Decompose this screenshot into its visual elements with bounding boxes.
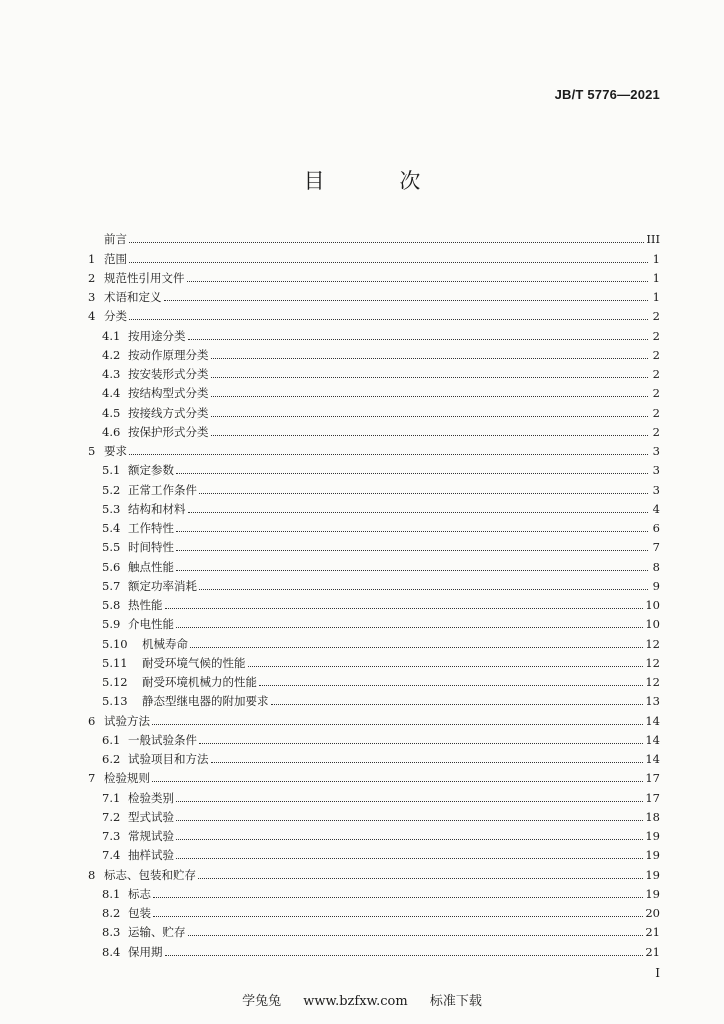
toc-entry[interactable]	[88, 785, 660, 804]
toc-entry[interactable]	[88, 516, 660, 535]
toc-entry-number: 4.2	[102, 347, 121, 362]
toc-entry-page: 17	[645, 771, 660, 786]
toc-entry[interactable]	[88, 246, 660, 265]
toc-entry-leader	[211, 435, 649, 436]
toc-entry-leader	[176, 839, 643, 840]
toc-entry-leader	[190, 647, 643, 648]
toc-entry-number: 3	[88, 290, 96, 304]
toc-list	[88, 227, 660, 959]
toc-entry[interactable]	[88, 593, 660, 612]
toc-entry[interactable]	[88, 805, 660, 824]
toc-entry[interactable]	[88, 400, 660, 419]
toc-entry-leader	[129, 242, 644, 243]
toc-entry-number: 4	[88, 309, 96, 324]
toc-entry[interactable]	[88, 843, 660, 862]
toc-entry-leader	[187, 281, 649, 282]
toc-entry-label: 运输、贮存	[128, 925, 186, 940]
toc-entry-leader	[211, 762, 644, 763]
toc-entry-number: 2	[88, 270, 96, 285]
toc-entry-label: 型式试验	[128, 809, 174, 824]
toc-entry-leader	[176, 531, 648, 532]
toc-entry-label: 耐受环境气候的性能	[142, 655, 246, 670]
toc-entry-leader	[165, 608, 644, 609]
toc-entry-label: 机械寿命	[142, 636, 188, 651]
toc-entry-number: 5.1	[102, 463, 121, 478]
toc-entry-label: 结构和材料	[128, 501, 186, 516]
toc-entry[interactable]	[88, 824, 660, 843]
toc-entry-leader	[259, 685, 643, 686]
toc-entry-leader	[152, 724, 643, 725]
toc-entry-label: 热性能	[128, 598, 163, 612]
toc-entry-page: 21	[645, 944, 660, 959]
toc-entry-leader	[176, 801, 643, 802]
toc-entry-page: 19	[645, 886, 660, 901]
toc-entry-page: 12	[645, 636, 660, 651]
toc-entry-page: 8	[652, 559, 660, 574]
toc-entry-page: 2	[652, 328, 660, 343]
toc-entry-number: 4.3	[102, 367, 121, 381]
toc-entry[interactable]	[88, 285, 660, 304]
toc-entry-label: 静态型继电器的附加要求	[142, 694, 269, 709]
toc-entry-leader	[211, 358, 649, 359]
toc-entry[interactable]	[88, 420, 660, 439]
toc-entry-leader	[211, 377, 649, 378]
toc-entry[interactable]	[88, 266, 660, 285]
toc-entry-number: 8.1	[102, 886, 121, 901]
toc-entry-label: 耐受环境机械力的性能	[142, 675, 257, 689]
toc-entry-label: 时间特性	[128, 540, 174, 555]
page-number: I	[655, 966, 660, 980]
toc-entry-number: 5.9	[102, 617, 121, 632]
toc-entry-leader	[176, 550, 648, 551]
toc-entry-leader	[271, 704, 644, 705]
toc-entry[interactable]	[88, 612, 660, 631]
toc-entry[interactable]	[88, 901, 660, 920]
toc-entry-number: 5.13	[102, 694, 128, 709]
toc-entry-leader	[153, 916, 643, 917]
toc-entry-label: 按用途分类	[128, 328, 186, 343]
footer-site-name: 学兔兔	[242, 994, 282, 1009]
toc-entry-label: 按动作原理分类	[128, 347, 209, 362]
toc-entry-label: 包装	[128, 906, 151, 920]
toc-entry-label: 按安装形式分类	[128, 367, 209, 381]
toc-entry-page: 2	[652, 386, 660, 401]
toc-entry-leader	[176, 858, 643, 859]
toc-entry-label: 检验规则	[104, 771, 150, 786]
toc-entry-leader	[176, 820, 643, 821]
toc-entry-label: 工作特性	[128, 521, 174, 535]
toc-entry-number: 5.7	[102, 578, 121, 593]
toc-entry[interactable]	[88, 766, 660, 785]
toc-entry-page: 3	[652, 444, 660, 458]
toc-entry-label: 常规试验	[128, 829, 174, 843]
toc-entry-page: 6	[652, 521, 660, 535]
toc-entry-number: 4.1	[102, 328, 121, 343]
toc-entry-page: 10	[645, 617, 660, 632]
toc-entry-leader	[176, 570, 648, 571]
toc-entry-number: 7	[88, 771, 96, 786]
toc-entry[interactable]	[88, 728, 660, 747]
toc-entry[interactable]	[88, 458, 660, 477]
toc-entry[interactable]	[88, 362, 660, 381]
toc-entry-page: 9	[652, 578, 660, 593]
toc-entry-label: 分类	[104, 309, 127, 324]
toc-entry[interactable]	[88, 497, 660, 516]
toc-entry-leader	[211, 416, 649, 417]
toc-entry-number: 5.5	[102, 540, 121, 555]
toc-entry-page: 13	[645, 694, 660, 709]
toc-entry-label: 按结构型式分类	[128, 386, 209, 401]
toc-entry[interactable]	[88, 882, 660, 901]
toc-entry-leader	[176, 473, 648, 474]
toc-entry-label: 触点性能	[128, 559, 174, 574]
toc-entry[interactable]	[88, 477, 660, 496]
toc-entry-number: 1	[88, 251, 96, 266]
toc-entry-number: 5.11	[102, 655, 128, 670]
toc-entry-number: 7.2	[102, 809, 121, 824]
toc-entry-page: 18	[645, 809, 660, 824]
toc-entry-label: 额定功率消耗	[128, 578, 197, 593]
toc-entry-page: 2	[652, 367, 660, 381]
toc-entry-leader	[129, 454, 648, 455]
toc-entry-page: 19	[645, 867, 660, 882]
toc-entry-label: 试验方法	[104, 713, 150, 728]
toc-entry-page: 19	[645, 829, 660, 843]
toc-entry-page: 14	[645, 752, 660, 766]
toc-entry-label: 规范性引用文件	[104, 270, 185, 285]
toc-entry-number: 5.3	[102, 501, 121, 516]
footer-site-url[interactable]: www.bzfxw.com	[303, 994, 408, 1009]
toc-entry[interactable]	[88, 574, 660, 593]
toc-entry-leader	[199, 589, 648, 590]
toc-entry-label: 检验类别	[128, 790, 174, 805]
toc-entry-leader	[188, 512, 649, 513]
toc-entry-leader	[198, 878, 643, 879]
toc-entry-number: 5.4	[102, 521, 121, 535]
toc-entry[interactable]	[88, 708, 660, 727]
toc-entry[interactable]	[88, 323, 660, 342]
toc-entry-number: 7.1	[102, 790, 121, 805]
toc-entry-number: 8.2	[102, 906, 121, 920]
toc-entry-label: 要求	[104, 444, 127, 458]
toc-entry-number: 5.2	[102, 482, 121, 497]
toc-entry-number: 5.6	[102, 559, 121, 574]
toc-entry-number: 7.4	[102, 848, 121, 863]
toc-entry-number: 6	[88, 713, 96, 728]
toc-entry-leader	[211, 396, 649, 397]
footer-watermark	[0, 990, 724, 1009]
toc-entry-number: 8.4	[102, 944, 121, 959]
toc-entry[interactable]	[88, 939, 660, 958]
toc-entry-page: 14	[645, 713, 660, 728]
toc-entry-label: 按接线方式分类	[128, 405, 209, 420]
toc-entry-page: 2	[652, 424, 660, 439]
toc-entry-leader	[188, 935, 644, 936]
toc-entry-label: 抽样试验	[128, 848, 174, 863]
toc-entry-page: 17	[645, 790, 660, 805]
toc-entry-page: 19	[645, 848, 660, 863]
toc-entry-label: 试验项目和方法	[128, 752, 209, 766]
toc-entry[interactable]	[88, 689, 660, 708]
toc-entry-page: III	[646, 232, 660, 247]
toc-entry-leader	[199, 493, 648, 494]
toc-entry-page: 2	[652, 405, 660, 420]
toc-entry-leader	[248, 666, 644, 667]
toc-entry-label: 保用期	[128, 944, 163, 959]
toc-entry-page: 1	[652, 251, 660, 266]
toc-entry[interactable]	[88, 651, 660, 670]
toc-entry-label: 术语和定义	[104, 290, 162, 304]
toc-entry-label: 正常工作条件	[128, 482, 197, 497]
toc-entry-label: 按保护形式分类	[128, 424, 209, 439]
standard-code: JB/T 5776—2021	[554, 87, 660, 102]
toc-entry[interactable]	[88, 747, 660, 766]
toc-entry-page: 12	[645, 675, 660, 689]
toc-entry-page: 2	[652, 309, 660, 324]
toc-entry-leader	[199, 743, 643, 744]
toc-entry-label: 标志	[128, 886, 151, 901]
toc-entry-page: 21	[645, 925, 660, 940]
toc-entry-leader	[153, 897, 643, 898]
toc-entry-leader	[129, 319, 648, 320]
toc-entry[interactable]	[88, 439, 660, 458]
toc-entry-label: 介电性能	[128, 617, 174, 632]
toc-entry-number: 6.1	[102, 732, 121, 747]
toc-entry-number: 4.4	[102, 386, 121, 401]
toc-entry-page: 3	[652, 482, 660, 497]
toc-entry-number: 5	[88, 444, 96, 458]
toc-entry-page: 3	[652, 463, 660, 478]
toc-entry-label: 范围	[104, 251, 127, 266]
toc-entry-page: 4	[652, 501, 660, 516]
toc-entry-leader	[164, 300, 649, 301]
toc-entry[interactable]	[88, 554, 660, 573]
toc-entry-leader	[152, 781, 643, 782]
toc-entry-number: 4.6	[102, 424, 121, 439]
toc-entry[interactable]	[88, 862, 660, 881]
toc-entry[interactable]	[88, 920, 660, 939]
toc-entry-page: 2	[652, 347, 660, 362]
toc-entry[interactable]	[88, 535, 660, 554]
toc-entry-label: 标志、包装和贮存	[104, 867, 196, 882]
toc-entry-number: 6.2	[102, 752, 121, 766]
toc-entry-page: 14	[645, 732, 660, 747]
toc-entry-leader	[176, 627, 643, 628]
toc-entry-label: 前言	[104, 232, 127, 247]
toc-entry-number: 4.5	[102, 405, 121, 420]
toc-entry[interactable]	[88, 631, 660, 650]
toc-entry-page: 7	[652, 540, 660, 555]
toc-entry-label: 额定参数	[128, 463, 174, 478]
toc-entry-number: 7.3	[102, 829, 121, 843]
toc-entry-number: 5.10	[102, 636, 128, 651]
toc-entry-leader	[165, 955, 644, 956]
toc-entry-number: 8	[88, 867, 96, 882]
toc-entry-label: 一般试验条件	[128, 732, 197, 747]
toc-entry-page: 12	[645, 655, 660, 670]
toc-entry[interactable]	[88, 343, 660, 362]
toc-entry-number: 8.3	[102, 925, 121, 940]
toc-entry-number: 5.12	[102, 675, 128, 689]
toc-entry-page: 1	[652, 270, 660, 285]
toc-entry[interactable]	[88, 381, 660, 400]
toc-title: 目 次	[303, 169, 455, 193]
toc-entry[interactable]	[88, 227, 660, 246]
toc-entry-page: 1	[652, 290, 660, 304]
toc-entry-page: 10	[645, 598, 660, 612]
toc-entry[interactable]	[88, 670, 660, 689]
toc-entry-leader	[188, 339, 649, 340]
toc-entry-number: 5.8	[102, 598, 121, 612]
toc-entry[interactable]	[88, 304, 660, 323]
footer-tagline: 标准下载	[429, 994, 482, 1009]
toc-entry-page: 20	[645, 906, 660, 920]
toc-entry-leader	[129, 262, 648, 263]
